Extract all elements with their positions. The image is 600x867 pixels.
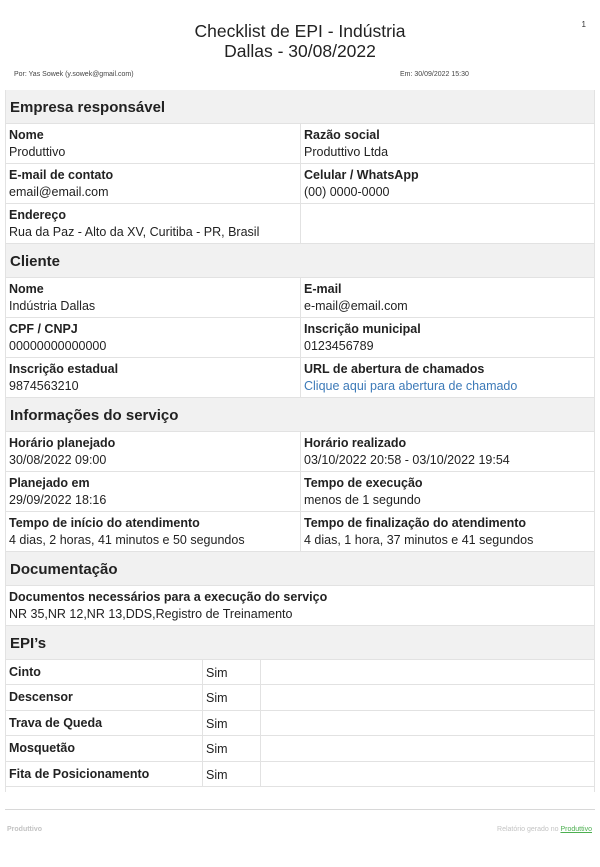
- field-label: Tempo de início do atendimento: [9, 516, 200, 530]
- field-value: 4 dias, 2 horas, 41 minutos e 50 segundos: [9, 533, 245, 547]
- field-value: Produttivo: [9, 145, 66, 159]
- document-title: [0, 21, 600, 61]
- section-epis-header: EPI’s: [6, 626, 594, 660]
- empresa-razao-field: [300, 124, 594, 163]
- field-label: Horário planejado: [9, 436, 116, 450]
- field-value: Indústria Dallas: [9, 299, 96, 313]
- field-label: Inscrição estadual: [9, 362, 119, 376]
- field-label: Nome: [9, 282, 44, 296]
- table-row: [6, 660, 594, 685]
- field-value: email@email.com: [9, 185, 109, 199]
- field-label: Documentos necessários para a execução do serviço: [9, 590, 328, 604]
- field-label: Inscrição municipal: [304, 322, 421, 336]
- epi-name: Fita de Posicionamento: [9, 766, 150, 781]
- field-label: Celular / WhatsApp: [304, 168, 419, 182]
- cliente-url-field: [300, 358, 594, 397]
- section-documentacao-header: Documentação: [6, 552, 594, 586]
- empresa-celular-field: [300, 164, 594, 203]
- field-label: Tempo de finalização do atendimento: [304, 516, 527, 530]
- table-row: [6, 685, 594, 710]
- cliente-municipal-field: [300, 318, 594, 357]
- field-label: Tempo de execução: [304, 476, 423, 490]
- horario-planejado-field: [6, 432, 300, 471]
- epi-value: Sim: [202, 736, 260, 760]
- epi-table: [6, 660, 594, 787]
- cliente-email-field: [300, 278, 594, 317]
- epi-name: Cinto: [9, 665, 41, 679]
- section-empresa-header: Empresa responsável: [6, 90, 594, 124]
- field-label: Horário realizado: [304, 436, 407, 450]
- empty-cell: [260, 685, 594, 709]
- empresa-row-2: [6, 164, 594, 204]
- field-label: Nome: [9, 128, 44, 142]
- field-value: 03/10/2022 20:58 - 03/10/2022 19:54: [304, 453, 510, 467]
- empresa-email-field: [6, 164, 300, 203]
- epi-value: Sim: [202, 685, 260, 709]
- author-info: Por: Yas Sowek (y.sowek@gmail.com): [14, 71, 134, 78]
- epi-value: Sim: [202, 660, 260, 684]
- empty-cell: [260, 736, 594, 760]
- tempo-execucao-field: [300, 472, 594, 511]
- field-value: 00000000000000: [9, 339, 107, 353]
- horario-realizado-field: [300, 432, 594, 471]
- empty-cell: [260, 711, 594, 735]
- section-servico-header: Informações do serviço: [6, 398, 594, 432]
- empty-cell: [300, 204, 594, 243]
- tempo-inicio-field: [6, 512, 300, 551]
- footer-produttivo-link[interactable]: Produttivo: [560, 826, 592, 833]
- cliente-estadual-field: [6, 358, 300, 397]
- field-value: Rua da Paz - Alto da XV, Curitiba - PR, Brasil: [9, 225, 260, 239]
- cliente-row-2: [6, 318, 594, 358]
- field-label: CPF / CNPJ: [9, 322, 78, 336]
- field-value: 9874563210: [9, 379, 79, 393]
- table-row: [6, 736, 594, 761]
- footer-generated: [497, 826, 592, 833]
- chamado-link[interactable]: Clique aqui para abertura de chamado: [304, 379, 518, 393]
- field-value: (00) 0000-0000: [304, 185, 390, 199]
- empresa-endereco-field: [6, 204, 300, 243]
- cliente-cpf-field: [6, 318, 300, 357]
- field-value: e-mail@email.com: [304, 299, 408, 313]
- empresa-row-3: [6, 204, 594, 244]
- field-label: E-mail: [304, 282, 342, 296]
- table-row: [6, 762, 594, 787]
- field-value: 29/09/2022 18:16: [9, 493, 107, 507]
- field-value: NR 35,NR 12,NR 13,DDS,Registro de Treinamento: [9, 607, 293, 621]
- empresa-nome-field: [6, 124, 300, 163]
- tempo-finalizacao-field: [300, 512, 594, 551]
- report-content: [5, 90, 595, 792]
- documentacao-row: [6, 586, 594, 626]
- epi-name: Descensor: [9, 690, 73, 705]
- footer-brand: Produttivo: [7, 826, 42, 833]
- epi-value: Sim: [202, 762, 260, 786]
- servico-row-2: [6, 472, 594, 512]
- cliente-row-3: [6, 358, 594, 398]
- empty-cell: [260, 762, 594, 786]
- page-number: 1: [581, 20, 586, 29]
- cliente-row-1: [6, 278, 594, 318]
- section-cliente-header: Cliente: [6, 244, 594, 278]
- epi-name: Trava de Queda: [9, 715, 103, 730]
- planejado-em-field: [6, 472, 300, 511]
- field-value: 0123456789: [304, 339, 374, 353]
- servico-row-1: [6, 432, 594, 472]
- title-line-1: Checklist de EPI - Indústria: [194, 21, 406, 41]
- epi-name: Mosquetão: [9, 741, 75, 756]
- table-row: [6, 711, 594, 736]
- field-value: 30/08/2022 09:00: [9, 453, 107, 467]
- epi-value: Sim: [202, 711, 260, 735]
- field-label: E-mail de contato: [9, 168, 114, 182]
- footer-divider: [5, 809, 595, 810]
- footer-generated-text: Relatório gerado no: [497, 826, 561, 833]
- cliente-nome-field: [6, 278, 300, 317]
- field-value: menos de 1 segundo: [304, 493, 421, 507]
- servico-row-3: [6, 512, 594, 552]
- field-label: Razão social: [304, 128, 380, 142]
- field-label: Endereço: [9, 208, 66, 222]
- field-label: Planejado em: [9, 476, 90, 490]
- field-value: Produttivo Ltda: [304, 145, 389, 159]
- empty-cell: [260, 660, 594, 684]
- documentos-field: [6, 586, 594, 625]
- field-value: 4 dias, 1 hora, 37 minutos e 41 segundos: [304, 533, 534, 547]
- title-line-2: Dallas - 30/08/2022: [224, 41, 376, 61]
- empresa-row-1: [6, 124, 594, 164]
- field-label: URL de abertura de chamados: [304, 362, 485, 376]
- report-date: Em: 30/09/2022 15:30: [400, 71, 469, 78]
